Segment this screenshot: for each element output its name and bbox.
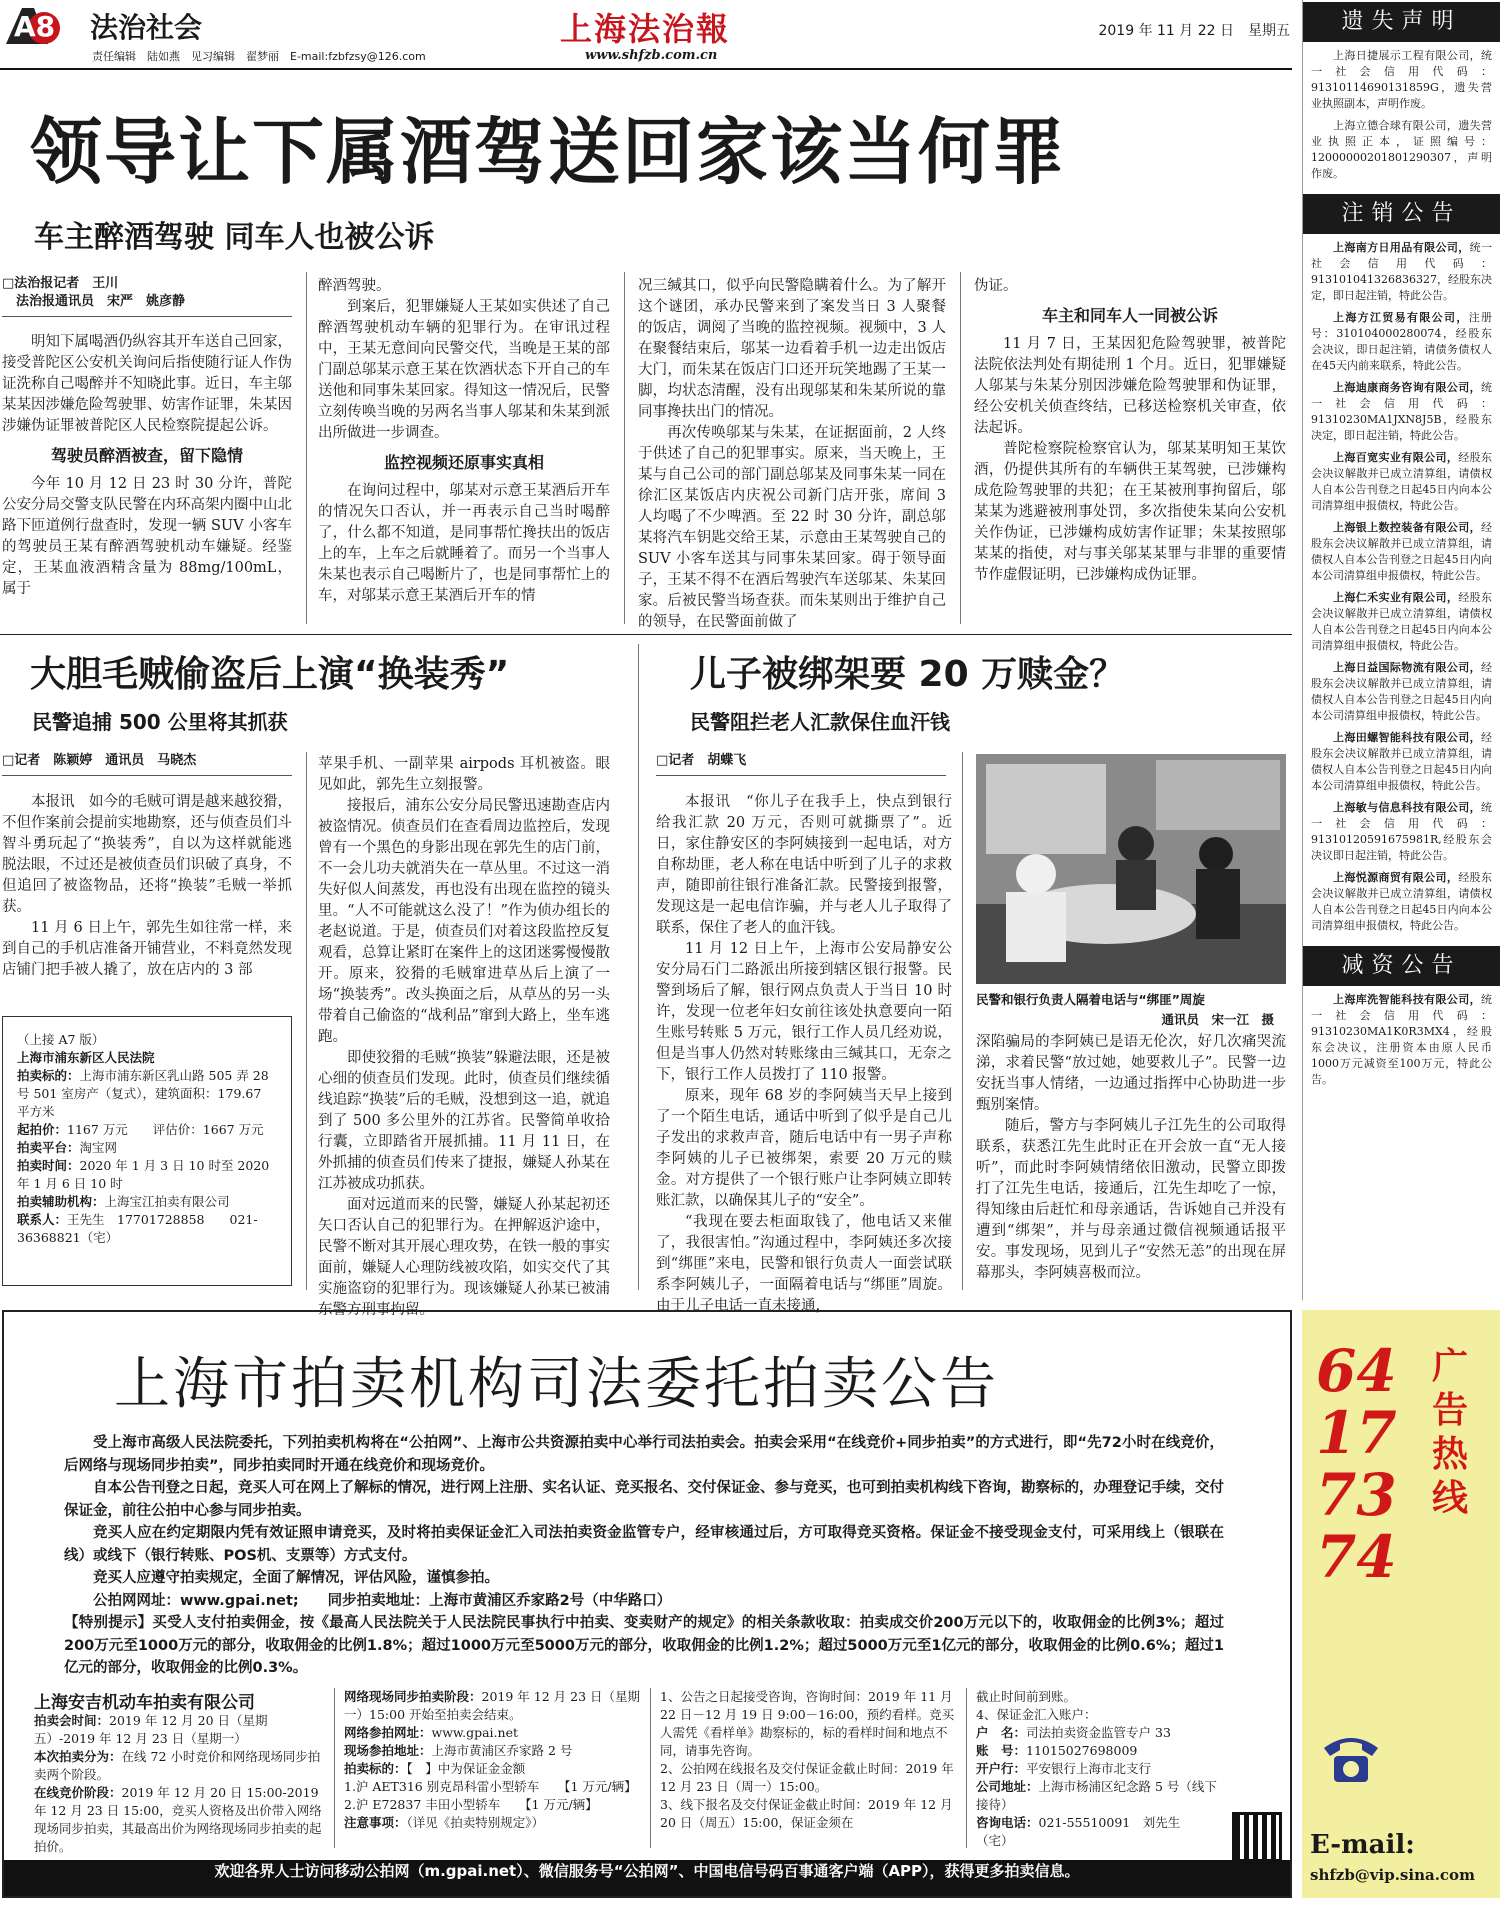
- auction-info-row: [344, 1688, 642, 1724]
- cancel-notice-list: [1303, 234, 1500, 946]
- auction-info-row-value: www.gpai.net: [431, 1725, 519, 1740]
- notice-company: 上海日益国际物流有限公司，: [1333, 661, 1481, 674]
- auction-info-row-value: 在线 72 小时竞价和网络现场同步拍卖两个阶段。: [34, 1749, 321, 1782]
- auction-info-row-value: 截止时间前到账。: [976, 1689, 1077, 1704]
- notice-text: 经股东会决议解散并已成立清算组，请债权人自本公告刊登之日起45日内向本公司清算组申报债权，特此公告。: [1311, 731, 1492, 792]
- notice-text: 经股东会决议解散并已成立清算组，请债权人自本公告刊登之日起45日内向本公司清算组申报债权，特此公告。: [1311, 521, 1492, 582]
- page-header: [0, 0, 1292, 70]
- court-auction-row-key: 拍卖平台：: [17, 1140, 80, 1155]
- auction-info-row-value: 上海市黄浦区乔家路 2 号: [431, 1743, 573, 1758]
- col-divider: [306, 272, 307, 624]
- notice-company: 上海仁禾实业有限公司，: [1333, 591, 1459, 604]
- page-label-badge: [4, 6, 66, 46]
- notice-text: 统一社会信用代码：91310230MA1JXN8J5B，经股东决定，即日起注销，特此公告。: [1311, 381, 1492, 442]
- notice-company: 上海库洗智能科技有限公司，: [1333, 993, 1481, 1006]
- reduce-notice-heading: 减资公告: [1303, 946, 1500, 986]
- court-auction-row-value: 上海宝江拍卖有限公司: [104, 1194, 230, 1209]
- notice-item: [1311, 240, 1492, 304]
- auction-info-row-value: 1、公告之日起接受咨询，咨询时间：2019 年 11 月 22 日－12 月 19 日 9:00－16:00，预约看样。竞买人需凭《看样单》勘察标的，标的看样时间和地点不同，请事先咨询。: [660, 1689, 955, 1758]
- auction-info-row-value: 2019 年 12 月 20 日 15:00-2019 年 12 月 23 日 15:00，竞买人资格及出价带入网络现场同步拍卖，其最高出价为网络现场同步拍卖的起拍价。: [34, 1785, 322, 1854]
- subhead-thief: 民警追捕 500 公里将其抓获: [32, 710, 288, 734]
- auction-notice-title: 上海市拍卖机构司法委托拍卖公告: [114, 1352, 999, 1417]
- notice-text: 统一社会信用代码：91310120591675981R,经股东会决议即日起注销，特此公告。: [1311, 801, 1492, 862]
- auction-info-row-key: 公司地址：: [976, 1779, 1039, 1794]
- byline-rule: [2, 775, 292, 776]
- auction-info-row: [344, 1778, 642, 1796]
- notice-item: [1311, 730, 1492, 794]
- site-url: www.shfzb.com.cn: [585, 48, 718, 63]
- notice-company: 上海方江贸易有限公司，: [1333, 311, 1469, 324]
- notice-text: 注册号：310104000280074，经股东会决议，即日起注销，请债务债权人在45天内前来联系，特此公告。: [1311, 311, 1493, 372]
- article1-col4: 伪证。 车主和同车人一同被公诉 11 月 7 日，王某因犯危险驾驶罪，被普陀法院依法判处有期徒刑 1 个月。近日，犯罪嫌疑人邬某与朱某分别因涉嫌危险驾驶罪和伪证罪，经公安机关侦查终结，已移送检察机关审查，依法起诉。 普陀检察院检察官认为，邬某某明知王某饮酒，仍提供其所有的车辆供王某驾驶，已涉嫌构成危险驾驶罪的共犯；在王某被刑事拘留后，邬某某为逃避被刑事处罚，多次指使朱某向公安机关作伪证，已涉嫌构成妨害作证罪；朱某按照邬某某的指使，对与事关邬某某罪与非罪的重要情节作虚假证明，已涉嫌构成伪证罪。: [974, 278, 1286, 583]
- notice-text: 经股东会决议解散并已成立清算组，请债权人自本公告刊登之日起45日内向本公司清算组申报债权，特此公告。: [1311, 661, 1492, 722]
- court-auction-row-value: 王先生 17701728858 021-36368821（宅）: [17, 1212, 258, 1245]
- notice-company: 上海南方日用品有限公司，: [1333, 241, 1470, 254]
- auction-info-row: [344, 1760, 642, 1778]
- auction-info-row: [344, 1724, 642, 1742]
- ad-hotline-label: 广告热线: [1432, 1345, 1469, 1519]
- notice-company: 上海田螺智能科技有限公司，: [1333, 731, 1481, 744]
- auction-col2: [344, 1688, 642, 1852]
- auction-info-row-key: 现场参拍地址：: [344, 1743, 432, 1758]
- court-auction-row-key: 拍卖标的：: [17, 1068, 80, 1083]
- court-auction-row: [17, 1067, 277, 1121]
- article1-col1: 明知下属喝酒仍纵容其开车送自己回家，接受普陀区公安机关询问后指使随行证人作伪证洗称自己喝醉并不知晓此事。近日，车主邬某某因涉嫌危险驾驶罪、妨害作证罪，朱某因涉嫌伪证罪被普陀区人民检察院提起公诉。 驾驶员醉酒被查，留下隐情 今年 10 月 12 日 23 时 30 分许，普陀公安分局交警支队民警在内环高架内圈中山北路下匝道例行盘查时，发现一辆 SUV 小客车的驾驶员王某有醉酒驾驶机动车嫌疑。经鉴定，王某血液酒精含量为 88mg/100mL，属于: [2, 334, 292, 597]
- col-divider: [650, 1688, 651, 1848]
- auction-info-row: [34, 1784, 324, 1856]
- auction-info-row-value: 2.沪 E72837 丰田小型轿车 【1 万元/辆】: [344, 1797, 598, 1812]
- auction-info-row-key: 本次拍卖分为：: [34, 1749, 122, 1764]
- article3-col1: 本报讯 “你儿子在我手上，快点到银行给我汇款 20 万元，否则可就撕票了”。近日，家住静安区的李阿姨接到一起电话，对方自称劫匪，老人称在电话中听到了儿子的求救声，随即前往银行准备汇款。民警接到报警，发现这是一起电信诈骗，并与老人儿子取得了联系，保住了老人的血汗钱。 11 月 12 日上午，上海市公安局静安公安分局石门二路派出所接到辖区银行报警。民警到场后了解，银行网点负责人于当日 10 时许，发现一位老年妇女前往该处执意要向一陌生账号转账 5 万元，银行工作人员几经劝说，但是当事人仍然对转账缘由三缄其口，无奈之下，银行工作人员拨打了 110 报警。 原来，现年 68 岁的李阿姨当天早上接到了一个陌生电话，通话中听到了似乎是自己儿子发出的求救声音，随后电话中有一男子声称李阿姨的儿子已被绑架，索要 20 万元的赎金。对方提供了一个银行账户让李阿姨立即转账汇款，以确保其儿子的“安全”。 “我现在要去柜面取钱了，他电话又来催了，我很害怕。”沟通过程中，李阿姨还多次接到“绑匪”来电，民警和银行负责人一面尝试联系李阿姨儿子，一面隔着电话与“绑匪”周旋。由于儿子电话一直未接通，: [656, 794, 952, 1314]
- auction-info-row: [976, 1760, 1226, 1778]
- court-auction-row-key: 拍卖辅助机构：: [17, 1194, 105, 1209]
- bank-counter-photo-icon: [976, 754, 1286, 984]
- subhead-drunk-driving: 车主醉酒驾驶 同车人也被公诉: [34, 220, 435, 255]
- auction-info-row-key: 在线竞价阶段：: [34, 1785, 122, 1800]
- notice-item: [1311, 590, 1492, 654]
- notice-text: 经股东会决议解散并已成立清算组，请债权人自本公告刊登之日起45日内向本公司清算组申报债权，特此公告。: [1311, 871, 1493, 932]
- lost-notice-item: 上海立德合球有限公司，遗失营业执照正本，证照编号：12000000201801290307，声明作废。: [1311, 119, 1492, 180]
- photo-credit: 通讯员 宋一江 摄: [1161, 1012, 1274, 1027]
- header-rule: [0, 68, 1292, 70]
- byline-article1: □法治报记者 王川 法治报通讯员 宋严 姚彦静: [2, 276, 186, 309]
- col-divider: [966, 1688, 967, 1848]
- court-auction-box: （上接 A7 版） 上海市浦东新区人民法院 拍卖标的：上海市浦东新区乳山路 505 弄 28 号 501 室房产（复式），建筑面积：179.67 平方米 起拍价：1167 万元 评估价：1667 万元 拍卖平台：淘宝网 拍卖时间：2020 年 1 月 3 日 10 时至 2020 年 1 月 6 日 10 时 拍卖辅助机构：上海宝江拍卖有限公司 联系人：王先生 17701728858 021-36368821（宅）: [2, 1016, 292, 1286]
- notice-company: 上海悦源商贸有限公司，: [1333, 871, 1459, 884]
- issue-date: 2019 年 11 月 22 日 星期五: [1098, 23, 1290, 39]
- auction-info-row-value: 2、公拍网在线报名及交付保证金截止时间：2019 年 12 月 23 日（周一）15:00。: [660, 1761, 954, 1794]
- court-auction-row-value: 1167 万元 评估价：1667 万元: [67, 1122, 264, 1137]
- notice-item: [1311, 310, 1492, 374]
- auction-info-row-value: 2019 年 12 月 20 日（星期五）-2019 年 12 月 23 日（星期一）: [34, 1713, 268, 1746]
- byline-article3: □记者 胡蝶飞: [656, 753, 747, 768]
- notice-item: [1311, 380, 1492, 444]
- auction-info-row-key: 开户行：: [976, 1761, 1027, 1776]
- notice-company: 上海迪康商务咨询有限公司，: [1333, 381, 1481, 394]
- cancel-notice-heading: 注销公告: [1303, 194, 1500, 234]
- notice-company: 上海银上数控装备有限公司，: [1333, 521, 1481, 534]
- court-auction-row-key: 拍卖时间：: [17, 1158, 80, 1173]
- article1-col2: 醉酒驾驶。 到案后，犯罪嫌疑人王某如实供述了自己醉酒驾驶机动车辆的犯罪行为。在审讯过程中，王某无意间向民警交代，当晚是王某的部门副总邬某示意王某在饮酒状态下开自己的车送他和同事朱某回家。得知这一情况后，民警立刻传唤当晚的另两名当事人邬某和朱某到派出所做进一步调查。 监控视频还原事实真相 在询问过程中，邬某对示意王某酒后开车的情况矢口否认，并一再表示自己当时喝醉了，什么都不知道，是同事帮忙搀扶出的饭店上的车，上车之后就睡着了。而另一个当事人朱某也表示自己喝断片了，也是同事帮忙上的车，对邬某示意王某酒后开车的情: [318, 278, 610, 604]
- auction-info-row: [976, 1742, 1226, 1760]
- auction-info-row-key: 账 号：: [976, 1743, 1027, 1758]
- section-title: 法治社会: [90, 11, 203, 44]
- article2-col1: 本报讯 如今的毛贼可谓是越来越狡猾，不但作案前会提前实地勘察，还与侦查员们斗智斗勇玩起了“换装秀”，自以为这样就能逃脱法眼，不过还是被侦查员们识破了真身，不但追回了被盗物品，还将“换装”毛贼一举抓获。 11 月 6 日上午，郭先生如往常一样，来到自己的手机店准备开铺营业，不料竟然发现店铺门把手被人撬了，放在店内的 3 部: [2, 794, 292, 978]
- email-label: E-mail:: [1310, 1830, 1415, 1860]
- lost-notice-list: [1303, 42, 1500, 194]
- photo-caption: 民警和银行负责人隔着电话与“绑匪”周旋: [976, 992, 1205, 1007]
- auction-company-name: 上海安吉机动车拍卖有限公司: [34, 1693, 255, 1713]
- byline-rule: [2, 316, 292, 317]
- auction-info-row-value: 司法拍卖资金监管专户 33: [1026, 1725, 1171, 1740]
- article3-col2: 深陷骗局的李阿姨已是语无伦次，好几次痛哭流涕，求着民警“放过她，她要救儿子”。民警一边安抚当事人情绪，一边通过指挥中心协助进一步甄别案情。 随后，警方与李阿姨儿子江先生的公司取得联系，获悉江先生此时正在开会放一直“无人接听”，而此时李阿姨情绪依旧激动，民警立即拨打了江先生电话，接通后，江先生却吃了一惊，得知缘由后赶忙和母亲通话，告诉她自己并没有遭到“绑架”，并与母亲通过微信视频通话报平安。事发现场，见到儿子“安然无恙”的出现在屏幕那头，李阿姨喜极而泣。: [976, 1034, 1286, 1281]
- notice-text: 统一社会信用代码：91310104132683632​7，经股东决定，即日起注销，特此公告。: [1311, 241, 1493, 302]
- notice-item: [1311, 800, 1492, 864]
- subhead-kidnap: 民警阻拦老人汇款保住血汗钱: [690, 710, 950, 734]
- col-divider: [624, 272, 625, 624]
- court-auction-row-value: 上海市浦东新区乳山路 505 弄 28 号 501 室房产（复式），建筑面积：179.67 平方米: [17, 1068, 269, 1119]
- auction-info-row: [344, 1814, 642, 1832]
- reduce-notice-list: [1303, 986, 1500, 1100]
- lost-notice-item: 上海日捷展示工程有限公司，统一社会信用代码：913101146901318​59G，遗失营业执照副本，声明作废。: [1311, 49, 1492, 110]
- notice-item: [1311, 870, 1492, 934]
- headline-drunk-driving: 领导让下属酒驾送回家该当何罪: [30, 109, 1067, 194]
- auction-col4: [976, 1688, 1226, 1852]
- telephone-icon: [1316, 1722, 1386, 1792]
- auction-info-row: [976, 1814, 1226, 1850]
- court-auction-row-value: 淘宝网: [79, 1140, 118, 1155]
- auction-info-row-value: （详见《拍卖特别规定》）: [406, 1815, 545, 1830]
- auction-info-row: [34, 1712, 324, 1748]
- col-divider: [960, 272, 961, 624]
- court-auction-row: [17, 1157, 277, 1193]
- auction-info-row: [660, 1760, 958, 1796]
- auction-info-row: [344, 1742, 642, 1760]
- section-rule: [0, 634, 1292, 635]
- court-auction-row: [17, 1211, 277, 1247]
- auction-info-row: [976, 1688, 1226, 1706]
- byline-article2: □记者 陈颖婷 通讯员 马晓杰: [2, 753, 197, 768]
- auction-info-row-value: 【 】中为保证金金额: [406, 1761, 526, 1776]
- col-divider: [638, 644, 639, 1290]
- ad-hotline-number: 64177374: [1316, 1337, 1397, 1591]
- auction-col1: [34, 1712, 324, 1852]
- notice-item: [1311, 520, 1492, 584]
- auction-info-row-value: 2019 年 12 月 23 日（星期一）15:00 开始至拍卖会结束。: [344, 1689, 641, 1722]
- auction-footer: 欢迎各界人士访问移动公拍网（m.gpai.net）、微信服务号“公拍网”、中国电信号码百事通客户端（APP），获得更多拍卖信息。: [4, 1860, 1290, 1896]
- notice-text: 经股东会决议解散并已成立清算组，请债权人自本公告刊登之日起45日内向本公司清算组申报债权，特此公告。: [1311, 451, 1493, 512]
- article2-col2: 苹果手机、一副苹果 airpods 耳机被盗。眼见如此，郭先生立刻报警。 接报后，浦东公安分局民警迅速勘查店内被盗情况。侦查员们在查看周边监控后，发现曾有一个黑色的身影出现在郭先生的店门前，不一会儿功夫就消失在一草丛里。不过这一消失好似人间蒸发，再也没有出现在监控的镜头里。“人不可能就这么没了！”作为侦办组长的老赵说道。于是，侦查员们对着这段监控反复观看，总算让紧盯在案件上的这团迷雾慢慢散开。原来，狡猾的毛贼窜进草丛后上演了一场“换装秀”。改头换面之后，从草丛的另一头带着自己偷盗的“战利品”窜到大路上，坐车逃跑。 即使狡猾的毛贼“换装”躲避法眼，还是被心细的侦查员们发现。此时，侦查员们继续循线追踪“换装”后的毛贼，没想到这一追，就追到了 500 多公里外的江苏省。民警简单收拾行囊，立即踏省开展抓捕。11 月 11 日，在外抓捕的侦查员们传来了捷报，嫌疑人孙某在江苏被成功抓获。 面对远道而来的民警，嫌疑人孙某起初还矢口否认自己的犯罪行为。在押解返沪途中，民警不断对其开展心理攻势，在铁一般的事实面前，嫌疑人心理防线被攻陷，如实交代了其实施盗窃的犯罪行为。现该嫌疑人孙某已被浦东警方刑事拘留。: [318, 756, 610, 1318]
- col-divider: [962, 752, 963, 1290]
- headline-thief: 大胆毛贼偷盗后上演“换装秀”: [30, 654, 510, 695]
- auction-info-row-key: 咨询电话：: [976, 1815, 1039, 1830]
- classifieds-sidebar: [1302, 0, 1500, 1300]
- auction-info-row-key: 拍卖会时间：: [34, 1713, 110, 1728]
- auction-notice-body: 受上海市高级人民法院委托，下列拍卖机构将在“公拍网”、上海市公共资源拍卖中心举行司法拍卖会。拍卖会采用“在线竞价+同步拍卖”的方式进行，即“先72小时在线竞价，后网络与现场同步拍卖”，同步拍卖同时开通在线竞价和现场竞价。 自本公告刊登之日起，竞买人可在网上了解标的情况，进行网上注册、实名认证、竞买报名、交付保证金、参与竞买，也可到拍卖机构线下咨询，勘察标的，办理登记手续，交付保证金，前往公拍中心参与同步拍卖。 竞买人应在约定期限内凭有效证照申请竞买，及时将拍卖保证金汇入司法拍卖资金监管专户，经审核通过后，方可取得竞买资格。保证金不接受现金支付，可采用线上（银联在线）或线下（银行转账、POS机、支票等）方式支付。 竞买人应遵守拍卖规定，全面了解情况，评估风险，谨慎参拍。 公拍网网址：www.gpai.net; 同步拍卖地址：上海市黄浦区乔家路2号（中华路口） 【特别提示】买受人支付拍卖佣金，按《最高人民法院关于人民法院民事执行中拍卖、变卖财产的规定》的相关条款收取：拍卖成交价200万元以下的，收取佣金的比例3%；超过200万元至1000万元的部分，收取佣金的比例1.8%；超过1000万元至5000万元的部分，收取佣金的比例1.2%；超过5000万元至1亿元的部分，收取佣金的比例0.6%；超过1亿元的部分，收取佣金的比例0.3%。: [64, 1435, 1224, 1676]
- byline-rule: [656, 775, 946, 776]
- notice-item: [1311, 992, 1492, 1088]
- notice-company: 上海敏与信息科技有限公司，: [1333, 801, 1481, 814]
- auction-info-row: [976, 1778, 1226, 1814]
- auction-info-row-key: 户 名：: [976, 1725, 1027, 1740]
- notice-text: 统一社会信用代码：91310230MA1K0R3MX4，经股东会决议，注册资本由原人民币1000万元减资至100万元，特此公告。: [1311, 993, 1492, 1086]
- auction-info-row-value: 4、保证金汇入账户：: [976, 1707, 1097, 1722]
- news-photo: [976, 754, 1286, 984]
- auction-info-row-value: 11015027698009: [1026, 1743, 1138, 1758]
- article1-col3: 况三缄其口，似乎向民警隐瞒着什么。为了解开这个谜团，承办民警来到了案发当日 3 人聚餐的饭店，调阅了当晚的监控视频。视频中，3 人在聚餐结束后，邬某一边看着手机一边走出饭店大门，而朱某在饭店门口还开玩笑地踢了王某一脚，均状态清醒，没有出现邬某和朱某所说的靠同事搀扶出门的情况。 再次传唤邬某与朱某，在证据面前，2 人终于供述了自己的犯罪事实。原来，当天晚上，王某与自己公司的部门副总邬某及同事朱某一同在徐汇区某饭店内庆祝公司新门店开张，席间 3 人均喝了不少啤酒。至 22 时 30 分许，副总邬某将汽车钥匙交给王某，示意由王某驾驶自己的 SUV 小客车送其与同事朱某回家。碍于领导面子，王某不得不在酒后驾驶汽车送邬某、朱某回家。后被民警当场查获。而朱某则出于维护自己的领导，在民警面前做了: [638, 278, 946, 630]
- auction-info-row-value: 1.沪 AET316 别克昂科雷小型轿车 【1 万元/辆】: [344, 1779, 637, 1794]
- auction-info-row-key: 网络参拍网址：: [344, 1725, 432, 1740]
- court-auction-row-key: 起拍价：: [17, 1122, 68, 1137]
- notice-company: 上海百宽实业有限公司，: [1333, 451, 1459, 464]
- lost-notice-heading: 遗失声明: [1303, 2, 1500, 42]
- notice-text: 经股东会决议解散并已成立清算组，请债权人自本公告刊登之日起45日内向本公司清算组申报债权，特此公告。: [1311, 591, 1493, 652]
- col-divider: [334, 1688, 335, 1848]
- qr-code-icon: [1232, 1812, 1282, 1862]
- auction-info-row: [976, 1724, 1226, 1742]
- auction-info-row-value: 021-55510091 刘先生 （宅）: [976, 1815, 1206, 1848]
- headline-kidnap: 儿子被绑架要 20 万赎金？: [690, 654, 1126, 695]
- editors-line: 责任编辑 陆如燕 见习编辑 翟梦丽 E-mail:fzbfzsy@126.com: [92, 50, 426, 63]
- court-auction-row-key: 联系人：: [17, 1212, 68, 1227]
- auction-info-row-value: 3、线下报名及交付保证金截止时间：2019 年 12 月 20 日（周五）15:00，保证金须在: [660, 1797, 953, 1830]
- col-divider: [306, 752, 307, 1290]
- court-auction-rows: [17, 1067, 277, 1247]
- court-auction-row: [17, 1121, 277, 1139]
- notice-item: [1311, 660, 1492, 724]
- auction-info-row: [34, 1748, 324, 1784]
- auction-info-row-key: 注意事项：: [344, 1815, 407, 1830]
- auction-info-row-key: 拍卖标的：: [344, 1761, 407, 1776]
- notice-item: [1311, 450, 1492, 514]
- auction-col3: [660, 1688, 958, 1852]
- court-auction-row-value: 2020 年 1 月 3 日 10 时至 2020 年 1 月 6 日 10 时: [17, 1158, 270, 1191]
- auction-info-row-key: 网络现场同步拍卖阶段：: [344, 1689, 482, 1704]
- auction-info-row: [976, 1706, 1226, 1724]
- masthead-logo: 上海法治報: [560, 10, 731, 48]
- auction-info-row: [344, 1796, 642, 1814]
- court-auction-row: [17, 1193, 277, 1211]
- auction-info-row-value: 平安银行上海市北支行: [1026, 1761, 1152, 1776]
- email-address: shfzb@vip.sina.com: [1310, 1866, 1475, 1884]
- court-auction-row: [17, 1139, 277, 1157]
- page-number: A8: [14, 10, 56, 43]
- auction-info-row: [660, 1688, 958, 1760]
- auction-info-row: [660, 1796, 958, 1832]
- ad-hotline-panel: [1302, 1310, 1500, 1898]
- auction-info-row-value: 上海市杨浦区纪念路 5 号（线下接待）: [976, 1779, 1217, 1812]
- auction-notice: [2, 1310, 1292, 1898]
